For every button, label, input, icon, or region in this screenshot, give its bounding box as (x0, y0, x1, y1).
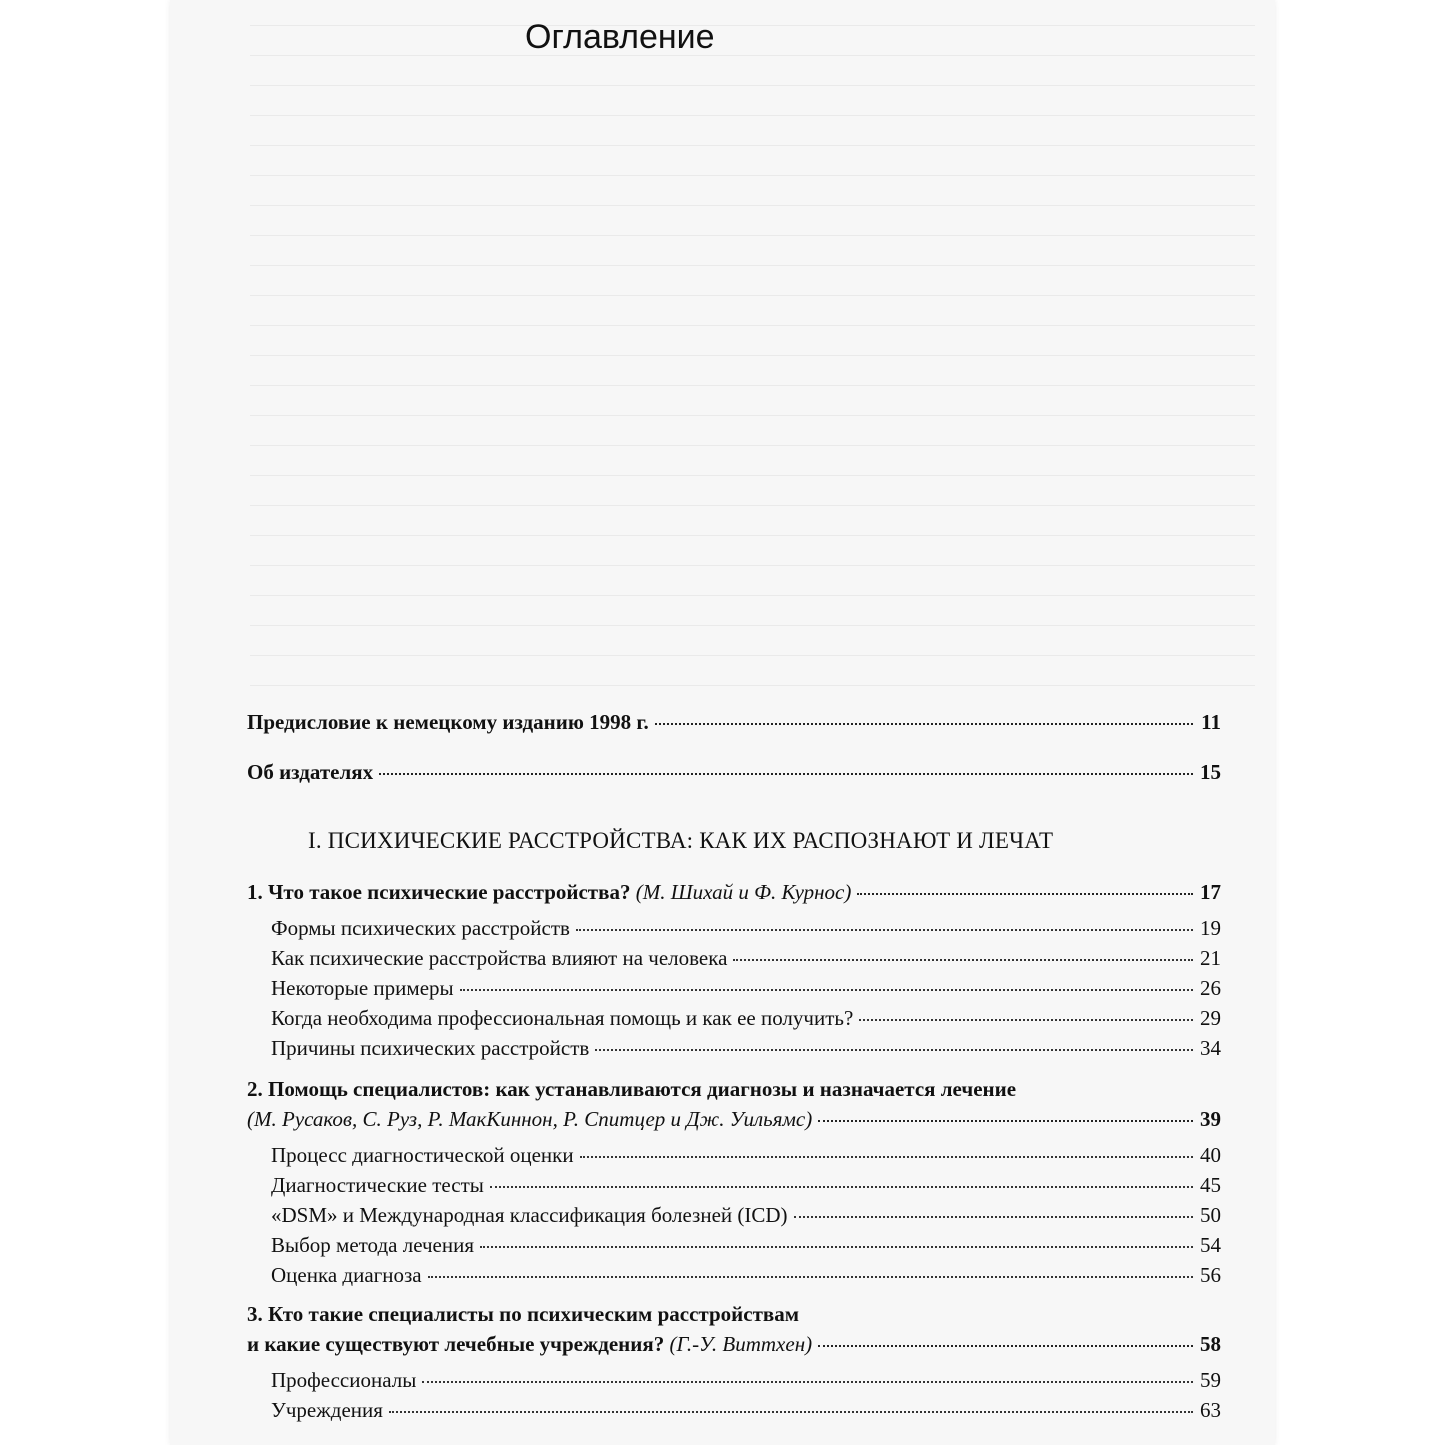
chapter-title: 1. Что такое психические расстройства? (М. Шихай и Ф. Курнос) (247, 880, 852, 904)
toc-entry-label: Формы психических расстройств (271, 916, 570, 940)
toc-entry-label: «DSM» и Международная классификация болезней (ICD) (271, 1203, 788, 1227)
toc-entry-page: 34 (1200, 1036, 1221, 1060)
toc-entry-label: Как психические расстройства влияют на человека (271, 946, 728, 970)
dot-leader (379, 773, 1193, 775)
toc-entry-page: 59 (1200, 1368, 1221, 1392)
toc-entry-page: 40 (1200, 1143, 1221, 1167)
dot-leader (490, 1186, 1193, 1188)
toc-chapter-2[interactable] (247, 1107, 1221, 1132)
toc-entry-page: 17 (1200, 880, 1221, 904)
toc-subentry[interactable] (247, 1368, 1221, 1393)
dot-leader (389, 1411, 1193, 1413)
toc-entry-page: 56 (1200, 1263, 1221, 1287)
toc-entry-label: Причины психических расстройств (271, 1036, 590, 1060)
dot-leader (818, 1120, 1193, 1122)
chapter-title[interactable]: 2. Помощь специалистов: как устанавливаются диагнозы и назначается лечение (247, 1077, 1017, 1101)
toc-subentry[interactable] (247, 1006, 1221, 1031)
toc-entry-page: 15 (1200, 760, 1221, 784)
toc-chapter-1[interactable] (247, 880, 1221, 905)
toc-subentry[interactable] (247, 1036, 1221, 1061)
toc-entry-label: Когда необходима профессиональная помощь и как ее получить? (271, 1006, 854, 1030)
chapter-title-line2: и какие существуют лечебные учреждения? (Г.-У. Виттхен) (247, 1332, 813, 1356)
section-heading: I. ПСИХИЧЕСКИЕ РАССТРОЙСТВА: КАК ИХ РАСПОЗНАЮТ И ЛЕЧАТ (308, 828, 1054, 853)
chapter-title[interactable]: 3. Кто такие специалисты по психическим расстройствам (247, 1302, 800, 1326)
toc-subentry[interactable] (247, 1263, 1221, 1288)
toc-subentry[interactable] (247, 1143, 1221, 1168)
dot-leader (576, 929, 1193, 931)
toc-entry-label: Диагностические тесты (271, 1173, 484, 1197)
dot-leader (460, 989, 1193, 991)
toc-entry-page: 19 (1200, 916, 1221, 940)
toc-entry-page: 39 (1200, 1107, 1221, 1131)
toc-entry-label: Об издателях (247, 760, 374, 784)
toc-chapter-3[interactable] (247, 1332, 1221, 1357)
dot-leader (859, 1019, 1193, 1021)
toc-entry-label: Профессионалы (271, 1368, 417, 1392)
toc-entry-label: Оценка диагноза (271, 1263, 422, 1287)
toc-entry-page: 58 (1200, 1332, 1221, 1356)
toc-entry-label: Выбор метода лечения (271, 1233, 475, 1257)
toc-entry-page: 29 (1200, 1006, 1221, 1030)
bleed-through-text (250, 25, 1255, 705)
dot-leader (580, 1156, 1193, 1158)
toc-subentry[interactable] (247, 1398, 1221, 1423)
toc-subentry[interactable] (247, 976, 1221, 1001)
toc-subentry[interactable] (247, 946, 1221, 971)
toc-subentry[interactable] (247, 916, 1221, 941)
toc-entry-page: 21 (1200, 946, 1221, 970)
dot-leader (794, 1216, 1193, 1218)
toc-entry-page: 11 (1201, 710, 1221, 734)
toc-entry-preface[interactable] (247, 710, 1221, 735)
chapter-authors: (Г.-У. Виттхен) (669, 1332, 813, 1356)
chapter-authors: (М. Шихай и Ф. Курнос) (635, 880, 852, 904)
dot-leader (422, 1381, 1193, 1383)
toc-entry-page: 63 (1200, 1398, 1221, 1422)
toc-subentry[interactable] (247, 1173, 1221, 1198)
page-title: Оглавление (525, 18, 715, 56)
toc-entry-label: Предисловие к немецкому изданию 1998 г. (247, 710, 649, 734)
dot-leader (428, 1276, 1193, 1278)
toc-entry-page: 45 (1200, 1173, 1221, 1197)
dot-leader (595, 1049, 1193, 1051)
toc-entry-about-editors[interactable] (247, 760, 1221, 785)
toc-entry-page: 54 (1200, 1233, 1221, 1257)
toc-entry-label: Некоторые примеры (271, 976, 454, 1000)
dot-leader (480, 1246, 1193, 1248)
dot-leader (733, 959, 1193, 961)
toc-entry-label: Процесс диагностической оценки (271, 1143, 574, 1167)
dot-leader (857, 893, 1193, 895)
chapter-authors: (М. Русаков, С. Руз, Р. МакКиннон, Р. Спитцер и Дж. Уильямс) (247, 1107, 813, 1131)
dot-leader (818, 1345, 1193, 1347)
toc-entry-label: Учреждения (271, 1398, 383, 1422)
toc-subentry[interactable] (247, 1233, 1221, 1258)
dot-leader (655, 723, 1193, 725)
toc-entry-page: 26 (1200, 976, 1221, 1000)
toc-subentry[interactable] (247, 1203, 1221, 1228)
toc-entry-page: 50 (1200, 1203, 1221, 1227)
